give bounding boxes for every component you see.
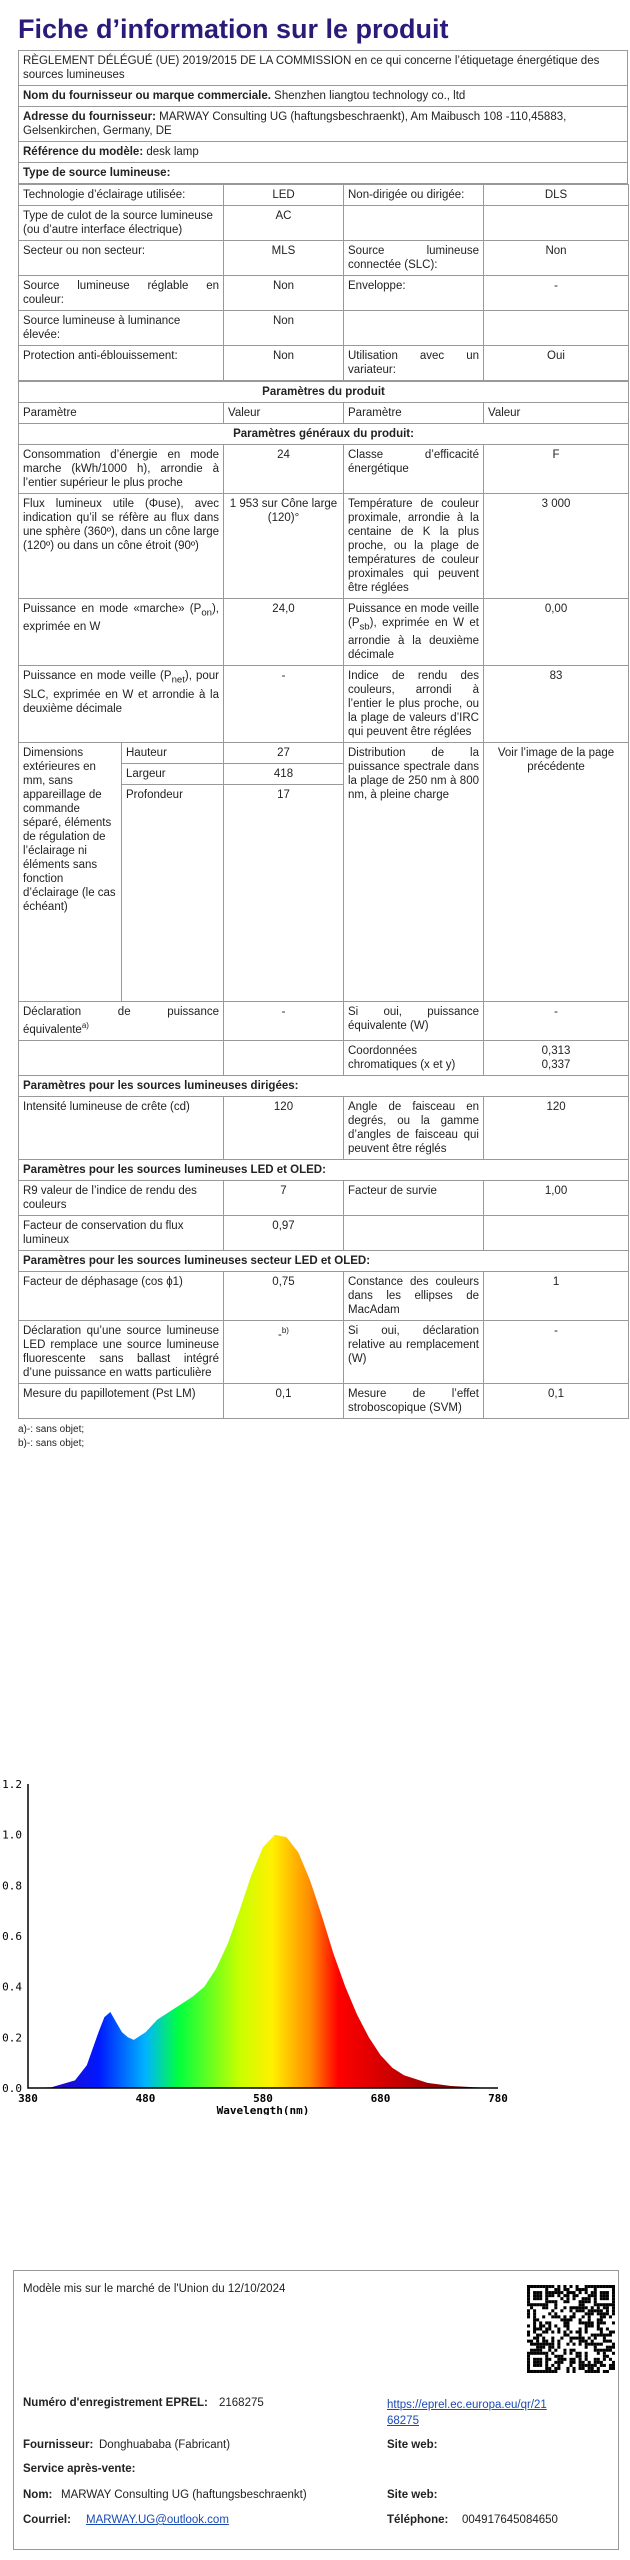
r9-label: R9 valeur de l’indice de rendu des couleurs (19, 1181, 224, 1216)
mains-params-header: Paramètres pour les sources lumineuses secteur LED et OLED: (19, 1251, 629, 1272)
header-box (18, 50, 628, 184)
model-label: Référence du modèle: (23, 146, 144, 158)
empty-cell (344, 206, 484, 241)
standby-power-value: 0,00 (484, 599, 629, 666)
chromaticity-y: 0,337 (541, 1059, 571, 1072)
lumen-maintenance-value: 0,97 (224, 1216, 344, 1251)
spectrum-area (28, 1835, 498, 2088)
chromaticity-x: 0,313 (541, 1045, 571, 1058)
general-params-header: Paramètres généraux du produit: (19, 424, 629, 445)
table-row (19, 1272, 629, 1321)
email-label: Courriel: (23, 2514, 71, 2526)
table-row (19, 1181, 629, 1216)
replacement-claim-value (224, 1321, 344, 1384)
anti-glare-label: Protection anti-éblouissement: (19, 346, 224, 381)
table-row (19, 1097, 629, 1160)
cap-type-cell (19, 206, 224, 241)
table-row (19, 424, 629, 445)
mains-label: Secteur ou non secteur: (19, 241, 224, 276)
on-mode-power-value: 24,0 (224, 599, 344, 666)
page-title: Fiche d’information sur le produit (18, 14, 449, 44)
column-header-value-2: Valeur (484, 403, 629, 424)
network-standby-sub: net (171, 674, 185, 686)
height-value: 27 (224, 743, 344, 764)
width-value: 418 (224, 764, 344, 785)
energy-consumption-label: Consommation d’énergie en mode marche (kWh/1000 h), arrondie à l’entier supérieur le plus proche (19, 445, 224, 494)
efficiency-class-value: F (484, 445, 629, 494)
standby-text: Puissance en mode veille (P (348, 603, 479, 629)
empty-cell (19, 1041, 224, 1076)
table-row (19, 1041, 629, 1076)
spectral-power-chart (0, 1770, 520, 2115)
supplier-address-row (19, 106, 627, 141)
x-tick-label: 780 (488, 2092, 508, 2105)
table-row (19, 382, 629, 403)
colour-tunable-label: Source lumineuse réglable en couleur: (19, 276, 224, 311)
regulation-text: RÈGLEMENT DÉLÉGUÉ (UE) 2019/2015 DE LA COMMISSION en ce qui concerne l’étiquetage énergétique des sources lumineuses (23, 55, 600, 81)
website-label: Site web: (387, 2439, 438, 2451)
phone-value: 004917645084650 (462, 2514, 558, 2526)
high-luminance-value: Non (224, 311, 344, 346)
luminous-flux-value: 1 953 sur Cône large (120)° (224, 494, 344, 599)
params-header: Paramètres du produit (19, 382, 629, 403)
name-label: Nom: (23, 2489, 53, 2501)
stroboscopic-label: Mesure de l’effet stroboscopique (SVM) (344, 1384, 484, 1419)
depth-label: Profondeur (122, 785, 224, 1002)
table-row (19, 276, 629, 311)
envelope-label: Enveloppe: (344, 276, 484, 311)
equivalent-power-w-label: Si oui, puissance équivalente (W) (344, 1002, 484, 1041)
y-tick-label: 1.2 (2, 1778, 22, 1791)
replacement-w-label: Si oui, déclaration relative au remplacement (W) (344, 1321, 484, 1384)
table-row (19, 1384, 629, 1419)
equivalent-power-w-value: - (484, 1002, 629, 1041)
footnote-a: a)-: sans objet; (18, 1424, 85, 1436)
table-row (19, 206, 629, 241)
directed-params-header: Paramètres pour les sources lumineuses dirigées: (19, 1076, 629, 1097)
depth-value: 17 (224, 785, 344, 1002)
directed-value: DLS (484, 185, 629, 206)
beam-angle-value: 120 (484, 1097, 629, 1160)
chromaticity-value (484, 1041, 629, 1076)
x-tick-label: 480 (135, 2092, 156, 2105)
model-value: desk lamp (146, 146, 199, 158)
energy-consumption-value: 24 (224, 445, 344, 494)
y-tick-label: 0.8 (2, 1879, 22, 1893)
phone-label: Téléphone: (387, 2514, 449, 2526)
empty-cell (344, 311, 484, 346)
directed-label: Non-dirigée ou dirigée: (344, 185, 484, 206)
x-tick-label: 380 (18, 2092, 38, 2105)
type-table (18, 184, 629, 381)
equivalent-power-label (19, 1002, 224, 1041)
dimensions-label: Dimensions extérieures en mm, sans appareillage de commande séparé, éléments de régulation de l’éclairage ni éléments sans fonction d’éclairage (le cas échéant) (19, 743, 122, 1002)
cri-value: 83 (484, 666, 629, 743)
connected-value: Non (484, 241, 629, 276)
eprel-box (13, 2270, 619, 2550)
eprel-link[interactable] (387, 2397, 547, 2429)
table-row (19, 743, 629, 764)
table-row (19, 185, 629, 206)
column-header-value: Valeur (224, 403, 344, 424)
empty-cell (224, 1041, 344, 1076)
supplier-name-label: Nom du fournisseur ou marque commerciale. (23, 90, 271, 102)
product-information-sheet (18, 8, 628, 1451)
colour-temperature-value: 3 000 (484, 494, 629, 599)
footnote-ref-b: b) (281, 1326, 289, 1336)
eprel-registration-value: 2168275 (219, 2397, 264, 2409)
displacement-factor-label: Facteur de déphasage (cos ϕ1) (19, 1272, 224, 1321)
envelope-value: - (484, 276, 629, 311)
dimmable-value: Oui (484, 346, 629, 381)
supplier-name-row (19, 85, 627, 106)
y-tick-label: 0.0 (2, 2082, 22, 2095)
market-date: Modèle mis sur le marché de l'Union du 12/10/2024 (23, 2283, 286, 2295)
model-row (19, 141, 627, 162)
colour-tunable-value: Non (224, 276, 344, 311)
mains-value: MLS (224, 241, 344, 276)
table-row (19, 1251, 629, 1272)
footnotes (18, 1423, 628, 1451)
stroboscopic-value: 0,1 (484, 1384, 629, 1419)
replacement-claim-label: Déclaration qu’une source lumineuse LED remplace une source lumineuse fluorescente sans ballast intégré d’une puissance en watts particulière (19, 1321, 224, 1384)
standby-power-label (344, 599, 484, 666)
equivalent-power-text: Déclaration de puissance équivalente (23, 1006, 219, 1037)
email-link[interactable]: MARWAY.UG@outlook.com (86, 2514, 229, 2526)
supplier-address: MARWAY Consulting UG (haftungsbeschraenkt), Am Maibusch 108 -110,45883, Gelsenkirchen, Germany, DE (23, 111, 567, 137)
y-tick-label: 0.6 (2, 1930, 22, 1943)
on-mode-text: Puissance en mode «marche» (P (23, 603, 202, 615)
x-tick-label: 580 (253, 2092, 273, 2105)
on-mode-text-end: ), exprimée en W (23, 603, 219, 634)
table-row (19, 599, 629, 666)
cap-type-label-2: (ou d’autre interface électrique) (23, 224, 183, 236)
empty-cell (484, 206, 629, 241)
y-tick-label: 1.0 (2, 1828, 22, 1842)
spectral-distribution-label: Distribution de la puissance spectrale dans la plage de 250 nm à 800 nm, à pleine charge (344, 743, 484, 1002)
table-row (19, 1321, 629, 1384)
flicker-value: 0,1 (224, 1384, 344, 1419)
equivalent-power-value: - (224, 1002, 344, 1041)
eprel-registration-label: Numéro d'enregistrement EPREL: (23, 2397, 208, 2409)
standby-sub: sb (359, 621, 370, 633)
after-sales-label: Service après-vente: (23, 2463, 136, 2475)
supplier-address-label: Adresse du fournisseur: (23, 111, 156, 123)
footnote-b: b)-: sans objet; (18, 1438, 85, 1450)
empty-cell (344, 1216, 484, 1251)
tech-label: Technologie d’éclairage utilisée: (19, 185, 224, 206)
network-standby-value: - (224, 666, 344, 743)
qr-code-icon (527, 2285, 615, 2373)
type-header: Type de source lumineuse: (19, 162, 627, 183)
y-tick-label: 0.2 (2, 2031, 22, 2045)
table-row (19, 346, 629, 381)
chromaticity-label: Coordonnées chromatiques (x et y) (344, 1041, 484, 1076)
supplier-name: Shenzhen liangtou technology co., ltd (274, 90, 466, 102)
replacement-w-value: - (484, 1321, 629, 1384)
on-mode-sub: on (201, 607, 212, 619)
survival-factor-value: 1,00 (484, 1181, 629, 1216)
high-luminance-label: Source lumineuse à luminance élevée: (19, 311, 224, 346)
table-row (19, 241, 629, 276)
table-row (19, 1002, 629, 1041)
supplier-label: Fournisseur: (23, 2439, 94, 2451)
lumen-maintenance-label: Facteur de conservation du flux lumineux (19, 1216, 224, 1251)
column-header-param-2: Paramètre (344, 403, 484, 424)
table-row (19, 666, 629, 743)
network-standby-label (19, 666, 224, 743)
colour-temperature-label: Température de couleur proximale, arrondie à la centaine de K la plus proche, ou la plage de températures de couleur proximales qui peuvent être réglées (344, 494, 484, 599)
standby-text-end: ), exprimée en W et arrondie à la deuxième décimale (348, 617, 479, 662)
parameters-table (18, 381, 629, 1419)
eprel-link-line1: https://eprel.ec.europa.eu/qr/21 (387, 2399, 547, 2411)
network-standby-text-end: ), pour SLC, exprimée en W et arrondie à la deuxième décimale (23, 670, 219, 715)
width-label: Largeur (122, 764, 224, 785)
r9-value: 7 (224, 1181, 344, 1216)
dimmable-label: Utilisation avec un variateur: (344, 346, 484, 381)
cap-type-label: Type de culot de la source lumineuse (23, 210, 213, 222)
on-mode-power-label (19, 599, 224, 666)
table-row (19, 1216, 629, 1251)
cri-label: Indice de rendu des couleurs, arrondi à l’entier le plus proche, ou la plage de valeurs d’IRC qui peuvent être réglées (344, 666, 484, 743)
x-axis-label: Wavelength(nm) (216, 2104, 310, 2115)
peak-intensity-label: Intensité lumineuse de crête (cd) (19, 1097, 224, 1160)
displacement-factor-value: 0,75 (224, 1272, 344, 1321)
eprel-link-line2: 68275 (387, 2415, 419, 2427)
efficiency-class-label: Classe d’efficacité énergétique (344, 445, 484, 494)
replacement-claim-text: - (278, 1328, 282, 1341)
flicker-label: Mesure du papillotement (Pst LM) (19, 1384, 224, 1419)
connected-label: Source lumineuse connectée (SLC): (344, 241, 484, 276)
table-row (19, 1076, 629, 1097)
tech-value: LED (224, 185, 344, 206)
luminous-flux-label: Flux lumineux utile (Φuse), avec indication qu’il se réfère au flux dans une sphère (360º), dans un cône large (120º) ou dans un cône étroit (90º) (19, 494, 224, 599)
plot-area (2, 1778, 508, 2115)
height-label: Hauteur (122, 743, 224, 764)
empty-cell (484, 311, 629, 346)
footnote-ref-a: a) (81, 1021, 89, 1031)
table-row (19, 403, 629, 424)
y-tick-label: 0.4 (2, 1980, 22, 1994)
table-row (19, 311, 629, 346)
website-label-2: Site web: (387, 2489, 438, 2501)
cap-type-value: AC (224, 206, 344, 241)
peak-intensity-value: 120 (224, 1097, 344, 1160)
column-header-param: Paramètre (19, 403, 224, 424)
empty-cell (484, 1216, 629, 1251)
beam-angle-label: Angle de faisceau en degrés, ou la gamme d’angles de faisceau qui peuvent être réglés (344, 1097, 484, 1160)
name-value: MARWAY Consulting UG (haftungsbeschraenkt) (61, 2489, 307, 2501)
table-row (19, 1160, 629, 1181)
colour-consistency-value: 1 (484, 1272, 629, 1321)
table-row (19, 445, 629, 494)
anti-glare-value: Non (224, 346, 344, 381)
spectral-distribution-value: Voir l’image de la page précédente (484, 743, 629, 1002)
x-tick-label: 680 (370, 2092, 391, 2105)
table-row (19, 494, 629, 599)
colour-consistency-label: Constance des couleurs dans les ellipses de MacAdam (344, 1272, 484, 1321)
led-params-header: Paramètres pour les sources lumineuses LED et OLED: (19, 1160, 629, 1181)
supplier-value: Donghuababa (Fabricant) (99, 2439, 231, 2451)
network-standby-text: Puissance en mode veille (P (23, 670, 172, 683)
survival-factor-label: Facteur de survie (344, 1181, 484, 1216)
